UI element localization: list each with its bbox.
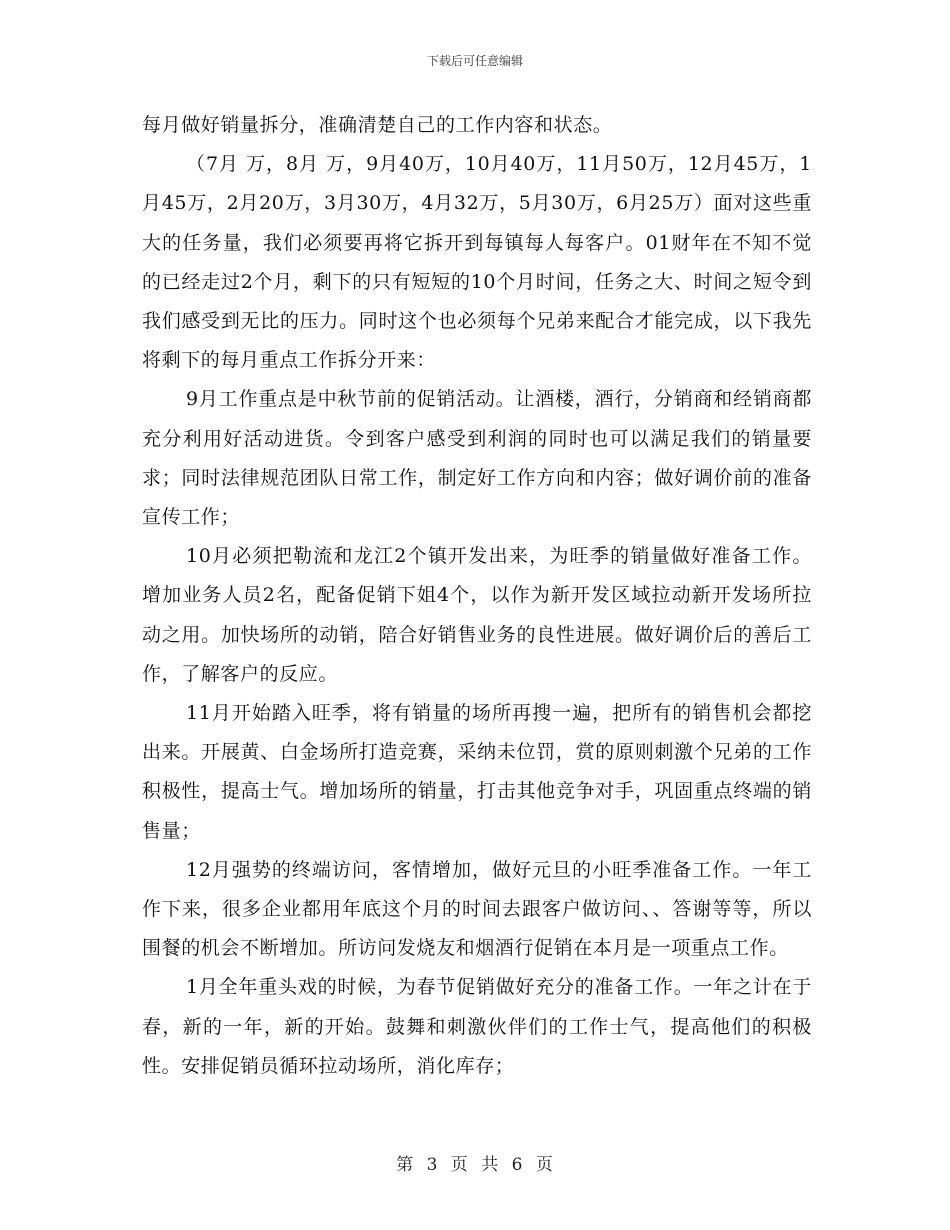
paragraph-7: 1月全年重头戏的时候，为春节促销做好充分的准备工作。一年之计在于春，新的一年，新的开始。鼓舞和刺激伙伴们的工作士气，提高他们的积极性。安排促销员循环拉动场所，消化库存；: [142, 976, 812, 1077]
total-label: 共: [481, 1155, 500, 1175]
total-pages: 6: [511, 1155, 524, 1175]
paragraph-2: （7月 万，8月 万，9月40万，10月40万，11月50万，12月45万，1月45万，2月20万，3月30万，4月32万，5月30万，6月25万）面对这些重大的任务量，我们必须要再将它拆开到每镇每人每客户。01财年在不知不觉的已经走过2个月，剩下的只有短短的10个月时间，任务之大、时间之短令到我们感受到无比的压力。同时这个也必须每个兄弟来配合才能完成，以下我先将剩下的每月重点工作拆分开来：: [142, 153, 812, 372]
paragraph-5: 11月开始踏入旺季，将有销量的场所再搜一遍，把所有的销售机会都挖出来。开展黄、白金场所打造竞赛，采纳未位罚，赏的原则刺激个兄弟的工作积极性，提高士气。增加场所的销量，打击其他竞争对手，巩固重点终端的销售量；: [142, 702, 812, 842]
paragraph-6: 12月强势的终端访问，客情增加，做好元旦的小旺季准备工作。一年工作下来，很多企业都用年底这个月的时间去跟客户做访问、、答谢等等，所以围餐的机会不断增加。所访问发烧友和烟酒行促销在本月是一项重点工作。: [142, 858, 812, 960]
page-number: 3: [426, 1155, 439, 1175]
document-body: [142, 106, 812, 1086]
paragraph-3: 9月工作重点是中秋节前的促销活动。让酒楼，酒行，分销商和经销商都充分利用好活动进货。令到客户感受到利润的同时也可以满足我们的销量要求；同时法律规范团队日常工作，制定好工作方向和内容；做好调价前的准备宣传工作；: [142, 388, 812, 529]
paragraph-1: 每月做好销量拆分，准确清楚自己的工作内容和状态。: [142, 114, 613, 136]
paragraph-4: 10月必须把勒流和龙江2个镇开发出来，为旺季的销量做好准备工作。增加业务人员2名，配备促销下姐4个，以作为新开发区域拉动新开发场所拉动之用。加快场所的动销，陪合好销售业务的良性进展。做好调价后的善后工作，了解客户的反应。: [142, 545, 812, 685]
total-unit: 页: [535, 1155, 554, 1175]
page-unit: 页: [450, 1155, 469, 1175]
page-footer: [0, 1150, 950, 1175]
page-label: 第: [396, 1155, 415, 1175]
page-header: 下载后可任意编辑: [426, 54, 523, 68]
